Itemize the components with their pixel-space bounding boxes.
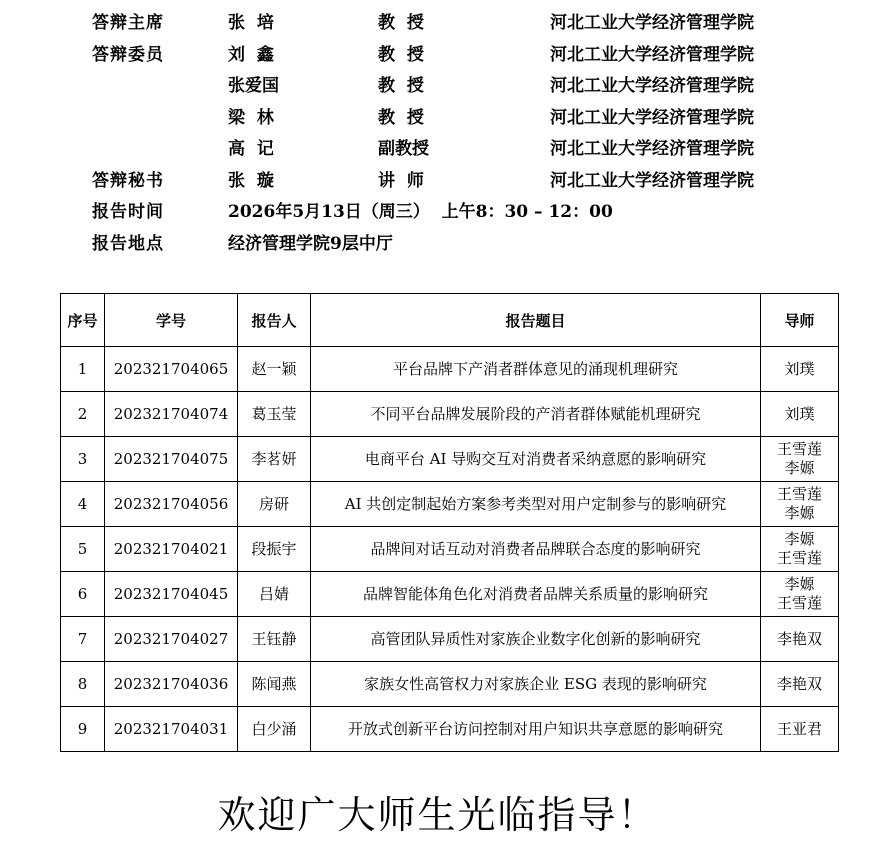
cell-advisor xyxy=(761,707,839,752)
member-org: 河北工业大学经济管理学院 xyxy=(550,170,754,191)
cell-student-id: 202321704074 xyxy=(105,392,238,437)
committee-section xyxy=(0,8,875,260)
member-title: 教 授 xyxy=(378,107,424,128)
cell-no: 4 xyxy=(61,482,105,527)
cell-presenter: 陈闻燕 xyxy=(238,662,311,707)
table-row xyxy=(61,617,839,662)
table-body xyxy=(61,347,839,752)
advisor-name: 李嫄 xyxy=(784,504,815,522)
header-presenter: 报告人 xyxy=(238,294,311,347)
member-title: 教 授 xyxy=(378,76,424,96)
committee-member-row xyxy=(0,40,875,72)
cell-advisor xyxy=(761,437,839,482)
advisor-name: 王亚君 xyxy=(776,719,822,738)
member-name: 张 璇 xyxy=(228,170,274,191)
cell-no: 3 xyxy=(61,437,105,482)
table-header-row xyxy=(61,294,839,347)
table-row xyxy=(61,437,839,482)
advisor-name: 李嫄 xyxy=(784,459,815,477)
cell-presenter: 王钰静 xyxy=(238,617,311,662)
committee-chair-row xyxy=(0,8,875,40)
table-row xyxy=(61,527,839,572)
advisor-name: 刘璞 xyxy=(784,404,815,423)
member-name: 张爱国 xyxy=(228,76,279,96)
cell-no: 6 xyxy=(61,572,105,617)
member-org: 河北工业大学经济管理学院 xyxy=(550,13,754,33)
member-title: 讲 师 xyxy=(378,170,424,191)
report-place-row xyxy=(0,229,875,261)
advisor-name: 王雪莲 xyxy=(776,485,822,503)
table-row xyxy=(61,482,839,527)
cell-presenter: 葛玉莹 xyxy=(238,392,311,437)
role-label: 答辩主席 xyxy=(92,13,164,33)
cell-no: 9 xyxy=(61,707,105,752)
cell-advisor xyxy=(761,662,839,707)
committee-member-row xyxy=(0,134,875,166)
cell-advisor xyxy=(761,347,839,392)
member-org: 河北工业大学经济管理学院 xyxy=(550,76,754,96)
table-row xyxy=(61,707,839,752)
cell-student-id: 202321704021 xyxy=(105,527,238,572)
cell-no: 8 xyxy=(61,662,105,707)
cell-advisor xyxy=(761,482,839,527)
member-title: 教 授 xyxy=(378,44,424,65)
committee-member-row xyxy=(0,103,875,135)
member-name: 梁 林 xyxy=(228,107,274,128)
header-student-id: 学号 xyxy=(105,294,238,347)
committee-member-row xyxy=(0,71,875,103)
cell-student-id: 202321704027 xyxy=(105,617,238,662)
schedule-table xyxy=(60,293,839,752)
cell-topic: 品牌间对话互动对消费者品牌联合态度的影响研究 xyxy=(311,527,761,572)
cell-no: 5 xyxy=(61,527,105,572)
place-label: 报告地点 xyxy=(92,233,164,254)
header-no: 序号 xyxy=(61,294,105,347)
advisor-name: 李艳双 xyxy=(776,629,822,648)
member-org: 河北工业大学经济管理学院 xyxy=(550,44,754,65)
cell-student-id: 202321704056 xyxy=(105,482,238,527)
cell-topic: 品牌智能体角色化对消费者品牌关系质量的影响研究 xyxy=(311,572,761,617)
member-org: 河北工业大学经济管理学院 xyxy=(550,139,754,159)
cell-advisor xyxy=(761,572,839,617)
cell-presenter: 李茗妍 xyxy=(238,437,311,482)
role-label: 答辩委员 xyxy=(92,44,164,65)
cell-student-id: 202321704031 xyxy=(105,707,238,752)
cell-no: 7 xyxy=(61,617,105,662)
cell-topic: 开放式创新平台访问控制对用户知识共享意愿的影响研究 xyxy=(311,707,761,752)
advisor-name: 王雪莲 xyxy=(776,440,822,458)
cell-no: 1 xyxy=(61,347,105,392)
role-label: 答辩秘书 xyxy=(92,170,164,191)
member-title: 副教授 xyxy=(378,139,429,159)
header-advisor: 导师 xyxy=(761,294,839,347)
place-value: 经济管理学院9层中厅 xyxy=(228,233,393,254)
advisor-name: 李嫄 xyxy=(784,530,815,548)
advisor-name: 王雪莲 xyxy=(776,594,822,612)
cell-student-id: 202321704065 xyxy=(105,347,238,392)
member-name: 高 记 xyxy=(228,139,274,159)
cell-advisor xyxy=(761,617,839,662)
cell-student-id: 202321704045 xyxy=(105,572,238,617)
cell-presenter: 房研 xyxy=(238,482,311,527)
header-topic: 报告题目 xyxy=(311,294,761,347)
member-org: 河北工业大学经济管理学院 xyxy=(550,107,754,128)
cell-presenter: 白少涌 xyxy=(238,707,311,752)
cell-advisor xyxy=(761,392,839,437)
cell-topic: AI 共创定制起始方案参考类型对用户定制参与的影响研究 xyxy=(311,482,761,527)
cell-topic: 电商平台 AI 导购交互对消费者采纳意愿的影响研究 xyxy=(311,437,761,482)
cell-presenter: 吕婧 xyxy=(238,572,311,617)
advisor-name: 李嫄 xyxy=(784,575,815,593)
cell-student-id: 202321704036 xyxy=(105,662,238,707)
member-name: 张 培 xyxy=(228,13,274,33)
time-label: 报告时间 xyxy=(92,202,164,222)
advisor-name: 刘璞 xyxy=(784,359,815,378)
cell-advisor xyxy=(761,527,839,572)
advisor-name: 王雪莲 xyxy=(776,549,822,567)
cell-presenter: 赵一颖 xyxy=(238,347,311,392)
table-row xyxy=(61,572,839,617)
cell-topic: 平台品牌下产消者群体意见的涌现机理研究 xyxy=(311,347,761,392)
cell-no: 2 xyxy=(61,392,105,437)
cell-topic: 不同平台品牌发展阶段的产消者群体赋能机理研究 xyxy=(311,392,761,437)
cell-topic: 家族女性高管权力对家族企业 ESG 表现的影响研究 xyxy=(311,662,761,707)
member-name: 刘 鑫 xyxy=(228,44,274,65)
member-title: 教 授 xyxy=(378,13,424,33)
advisor-name: 李艳双 xyxy=(776,674,822,693)
welcome-message: 欢迎广大师生光临指导！ xyxy=(217,793,658,837)
table-row xyxy=(61,662,839,707)
cell-presenter: 段振宇 xyxy=(238,527,311,572)
cell-student-id: 202321704075 xyxy=(105,437,238,482)
time-value: 2026年5月13日（周三） 上午8：30 – 12：00 xyxy=(228,202,613,222)
report-time-row xyxy=(0,197,875,229)
committee-secretary-row xyxy=(0,166,875,198)
cell-topic: 高管团队异质性对家族企业数字化创新的影响研究 xyxy=(311,617,761,662)
table-row xyxy=(61,347,839,392)
table-row xyxy=(61,392,839,437)
